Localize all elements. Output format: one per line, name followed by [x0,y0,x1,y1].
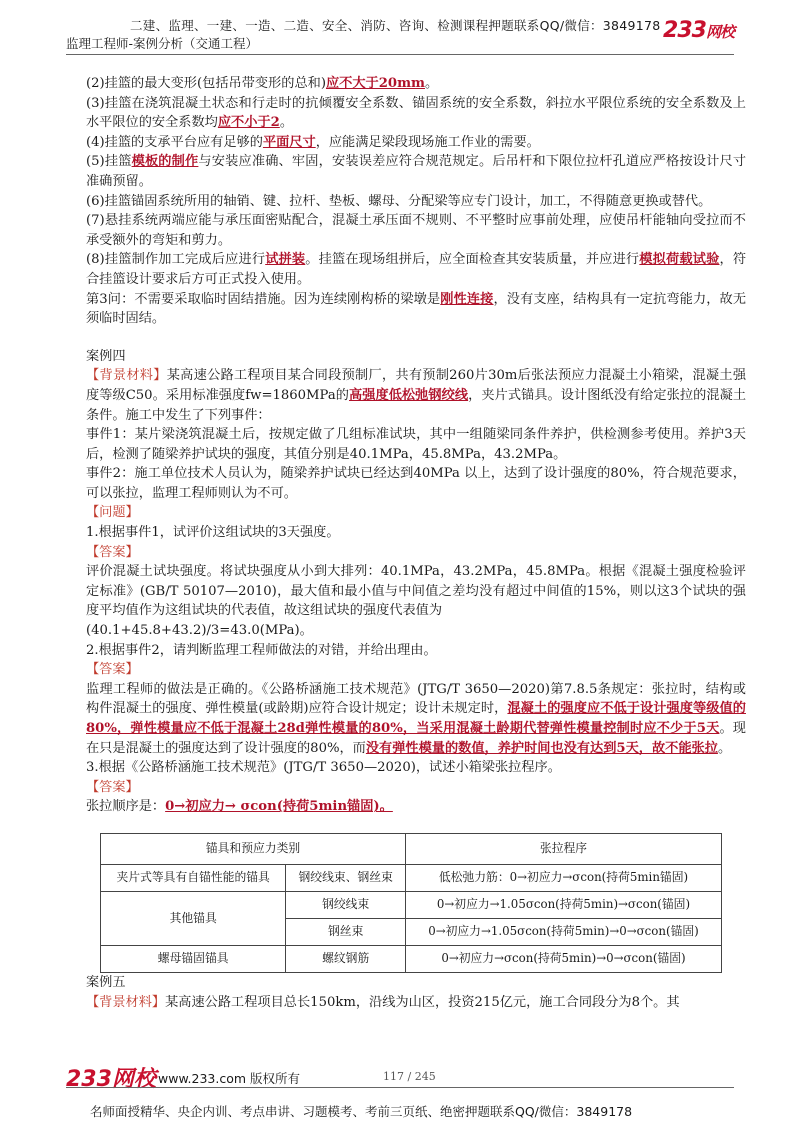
logo-text: 网校 [705,23,734,41]
table-row [101,945,722,972]
footer-promo: 名师面授精华、央企内训、考点串讲、习题模考、考前三页纸、绝密押题联系QQ/微信：3849178 [90,1104,633,1119]
table-cell: 夹片式等具有自锚性能的锚具 [101,864,286,891]
logo-number: 233 [663,18,706,43]
answer-2: 监理工程师的做法是正确的。《公路桥涵施工技术规范》(JTG/T 3650—2020)第7.8.5条规定：张拉时，结构或构件混凝土的强度、弹性模量(或龄期)应符合设计规定；设计未规定时，混凝土的强度应不低于设计强度等级值的80%，弹性模量应不低于混凝土28d弹性模量的80%，当采用混凝土龄期代替弹性模量控制时应不少于5天。现在只是混凝土的强度达到了设计强度的80%，而没有弹性模量的数值，养护时间也没有达到5天，故不能张拉。 [86,681,746,756]
answer-label-2: 【答案】 [86,662,139,678]
table-cell: 0→初应力→σcon(持荷5min)→0→σcon(锚固) [406,945,722,972]
footer-copyright: www.233.com 版权所有 [158,1071,300,1086]
table-cell: 钢绞线束 [286,891,406,918]
paragraph-3: (3)挂篮在浇筑混凝土状态和行走时的抗倾覆安全系数、锚固系统的安全系数，斜拉水平限位系统的安全系数及上水平限位的安全系数均应不小于2。 [86,95,746,131]
answer-1-formula: (40.1+45.8+43.2)/3=43.0(MPa)。 [86,623,313,639]
answer-label-3: 【答案】 [86,779,139,795]
header-subtitle: 监理工程师-案例分析（交通工程） [66,36,259,51]
paragraph-7: (7)悬挂系统两端应能与承压面密贴配合，混凝土承压面不规则、不平整时应事前处理，应使吊杆能轴向受拉而不承受额外的弯矩和剪力。 [86,213,746,248]
table-cell: 钢绞线束、钢丝束 [286,864,406,891]
tension-procedure-table [100,833,722,973]
table-cell: 其他锚具 [101,891,286,945]
paragraph-2: (2)挂篮的最大变形(包括吊带变形的总和)应不大于20mm。 [86,76,439,91]
footer-divider [66,1087,734,1088]
table-cell: 螺纹钢筋 [286,945,406,972]
brand-logo[interactable] [663,18,734,43]
paragraph-5: (5)挂篮模板的制作与安装应准确、牢固，安装误差应符合规范规定。后吊杆和下限位拉杆孔道应严格按设计尺寸准确预留。 [86,154,747,189]
case5-title: 案例五 [86,974,126,990]
table-cell: 0→初应力→1.05σcon(持荷5min)→σcon(锚固) [406,891,722,918]
answer-1: 评价混凝土试块强度。将试块强度从小到大排列：40.1MPa，43.2MPa，45.8MPa。根据《混凝土强度检验评定标准》(GB/T 50107—2010)，最大值和最小值与中间值之差均没有超过中间值的15%，则以这3个试块的强度平均值作为这组试块的代表值，故这组试块的强度代表值为 [86,564,746,619]
answer-label-1: 【答案】 [86,544,139,560]
table-header: 张拉程序 [406,833,722,864]
question-1: 1.根据事件1，试评价这组试块的3天强度。 [86,525,340,541]
question-label: 【问题】 [86,505,139,521]
header-promo: 二建、监理、一建、一造、二造、安全、消防、咨询、检测课程押题联系QQ/微信：3849178 [130,18,661,33]
table-cell: 低松弛力筋：0→初应力→σcon(持荷5min锚固) [406,864,722,891]
paragraph-6: (6)挂篮锚固系统所用的轴销、键、拉杆、垫板、螺母、分配梁等应专门设计，加工，不得随意更换或替代。 [86,193,712,209]
case4-event1: 事件1：某片梁浇筑混凝土后，按规定做了几组标准试块，其中一组随梁同条件养护，供检测参考使用。养护3天后，检测了随梁养护试块的强度，其值分别是40.1MPa，45.8MPa，43.2MPa。 [86,427,746,462]
question-2: 2.根据事件2，请判断监理工程师做法的对错，并给出理由。 [86,642,437,658]
paragraph-4: (4)挂篮的支承平台应有足够的平面尺寸，应能满足梁段现场施工作业的需要。 [86,134,540,150]
footer-logo[interactable]: 233网校 [66,1067,156,1092]
document-body [86,74,746,1012]
table-header-row [101,833,722,864]
case5-background: 【背景材料】某高速公路工程项目总长150km，沿线为山区，投资215亿元，施工合同段分为8个。其 [86,994,680,1010]
answer-3: 张拉顺序是：0→初应力→ σcon(持荷5min锚固)。 [86,799,393,815]
table-row [101,891,722,918]
answer-q3: 第3问：不需要采取临时固结措施。因为连续刚构桥的梁墩是刚性连接，没有支座，结构具有一定抗弯能力，故无须临时固结。 [86,291,747,327]
table-cell: 0→初应力→1.05σcon(持荷5min)→0→σcon(锚固) [406,918,722,945]
question-3: 3.根据《公路桥涵施工技术规范》(JTG/T 3650—2020)，试述小箱梁张拉程序。 [86,760,561,776]
table-header: 锚具和预应力类别 [101,833,406,864]
paragraph-8: (8)挂篮制作加工完成后应进行试拼装。挂篮在现场组拼后，应全面检查其安装质量，并应进行模拟荷载试验，符合挂篮设计要求后方可正式投入使用。 [86,252,747,287]
table-cell: 螺母锚固锚具 [101,945,286,972]
table-cell: 钢丝束 [286,918,406,945]
header-divider [66,54,734,55]
case4-title: 案例四 [86,348,126,364]
page-number: 117 / 245 [383,1070,436,1083]
table-row [101,864,722,891]
case4-event2: 事件2：施工单位技术人员认为，随梁养护试块已经达到40MPa 以上，达到了设计强度的80%，符合规范要求，可以张拉，监理工程师则认为不可。 [86,466,746,501]
case4-background: 【背景材料】某高速公路工程项目某合同段预制厂，共有预制260片30m后张法预应力混凝土小箱梁，混凝土强度等级C50。采用标准强度fw=1860MPa的高强度低松弛钢绞线，夹片式锚具。设计图纸没有给定张拉的混凝土条件。施工中发生了下列事件： [86,368,747,423]
